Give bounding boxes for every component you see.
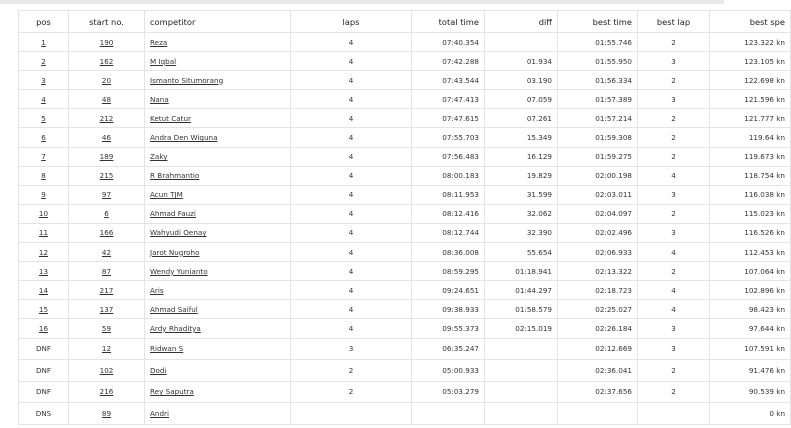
pos-link[interactable]: 8	[41, 171, 46, 181]
start-no-link[interactable]: 89	[101, 409, 112, 419]
cell-total-time: 08:12.416	[412, 204, 485, 223]
table-row	[19, 223, 791, 242]
cell-start-no	[69, 147, 145, 166]
cell-best-lap: 4	[638, 281, 710, 300]
competitor-link[interactable]: R Brahmantio	[150, 171, 200, 181]
cell-laps: 4	[291, 319, 412, 338]
competitor-link[interactable]: Nana	[150, 94, 169, 104]
cell-start-no	[69, 243, 145, 262]
table-row	[19, 281, 791, 300]
pos-link[interactable]: 2	[41, 56, 46, 66]
table-body	[19, 33, 791, 425]
cell-laps: 4	[291, 262, 412, 281]
cell-best-speed: 116.038 kn	[710, 185, 791, 204]
table-row	[19, 147, 791, 166]
cell-total-time: 07:47.615	[412, 109, 485, 128]
results-table-container	[18, 10, 785, 428]
pos-link[interactable]: 15	[38, 304, 49, 314]
header-laps[interactable]: laps	[291, 11, 412, 33]
pos-link[interactable]: 13	[38, 266, 49, 276]
competitor-link[interactable]: M Iqbal	[150, 56, 177, 66]
competitor-link[interactable]: Ridwan S	[150, 344, 184, 354]
cell-start-no	[69, 338, 145, 360]
cell-total-time: 07:40.354	[412, 33, 485, 52]
cell-start-no	[69, 128, 145, 147]
cell-best-lap: 2	[638, 147, 710, 166]
competitor-link[interactable]: Reza	[150, 37, 168, 47]
pos-link[interactable]: 6	[41, 133, 46, 143]
cell-diff	[485, 381, 558, 403]
cell-best-lap: 2	[638, 360, 710, 382]
start-no-link[interactable]: 20	[101, 75, 112, 85]
start-no-link[interactable]: 212	[99, 113, 114, 123]
cell-best-speed: 107.591 kn	[710, 338, 791, 360]
cell-start-no	[69, 109, 145, 128]
cell-best-lap: 4	[638, 166, 710, 185]
cell-laps: 4	[291, 243, 412, 262]
cell-best-lap	[638, 403, 710, 425]
start-no-link[interactable]: 190	[99, 37, 114, 47]
header-pos[interactable]: pos	[19, 11, 69, 33]
cell-best-speed: 121.777 kn	[710, 109, 791, 128]
table-row	[19, 33, 791, 52]
start-no-link[interactable]: 46	[101, 133, 112, 143]
pos-link[interactable]: 10	[38, 209, 49, 219]
cell-laps: 4	[291, 300, 412, 319]
cell-diff: 01.934	[485, 52, 558, 71]
table-row	[19, 338, 791, 360]
start-no-link[interactable]: 42	[101, 247, 112, 257]
cell-best-speed: 122.698 kn	[710, 71, 791, 90]
table-row	[19, 166, 791, 185]
cell-laps	[291, 403, 412, 425]
cell-best-lap: 3	[638, 223, 710, 242]
cell-pos	[19, 52, 69, 71]
table-header-row	[19, 11, 791, 33]
competitor-link[interactable]: Acun TJM	[150, 190, 183, 200]
cell-diff: 19.829	[485, 166, 558, 185]
start-no-link[interactable]: 48	[101, 94, 112, 104]
pos-link[interactable]: 3	[41, 75, 46, 85]
cell-diff: 32.390	[485, 223, 558, 242]
cell-total-time: 08:00.183	[412, 166, 485, 185]
cell-diff: 01:58.579	[485, 300, 558, 319]
cell-competitor	[145, 300, 291, 319]
cell-total-time: 07:47.413	[412, 90, 485, 109]
cell-competitor	[145, 223, 291, 242]
pos-link[interactable]: 4	[41, 94, 46, 104]
table-row	[19, 262, 791, 281]
pos-link[interactable]: 14	[38, 285, 49, 295]
cell-pos	[19, 223, 69, 242]
start-no-link[interactable]: 12	[101, 344, 112, 354]
header-competitor[interactable]: competitor	[145, 11, 291, 33]
cell-total-time: 09:38.933	[412, 300, 485, 319]
cell-diff	[485, 360, 558, 382]
cell-pos	[19, 147, 69, 166]
cell-pos: DNF	[19, 360, 69, 382]
cell-competitor	[145, 147, 291, 166]
cell-start-no	[69, 185, 145, 204]
cell-competitor	[145, 319, 291, 338]
table-row	[19, 381, 791, 403]
cell-pos	[19, 204, 69, 223]
cell-start-no	[69, 204, 145, 223]
cell-best-speed: 121.596 kn	[710, 90, 791, 109]
pos-link[interactable]: 5	[41, 113, 46, 123]
cell-best-time: 01:56.334	[558, 71, 638, 90]
header-best-speed[interactable]: best spe	[710, 11, 791, 33]
cell-start-no	[69, 33, 145, 52]
cell-start-no	[69, 381, 145, 403]
cell-pos	[19, 128, 69, 147]
cell-laps: 4	[291, 147, 412, 166]
table-row	[19, 185, 791, 204]
header-diff[interactable]: diff	[485, 11, 558, 33]
cell-start-no	[69, 71, 145, 90]
cell-best-lap: 4	[638, 243, 710, 262]
cell-total-time: 07:55.703	[412, 128, 485, 147]
cell-best-lap: 3	[638, 185, 710, 204]
cell-best-time: 01:57.214	[558, 109, 638, 128]
cell-best-time: 02:26.184	[558, 319, 638, 338]
cell-best-time: 02:36.041	[558, 360, 638, 382]
cell-total-time: 07:42.288	[412, 52, 485, 71]
cell-best-lap: 2	[638, 33, 710, 52]
cell-competitor	[145, 281, 291, 300]
pos-link[interactable]: 16	[38, 323, 49, 333]
competitor-link[interactable]: Ketut Catur	[150, 113, 192, 123]
cell-total-time: 06:35.247	[412, 338, 485, 360]
table-row	[19, 90, 791, 109]
cell-best-speed: 118.754 kn	[710, 166, 791, 185]
cell-best-time: 02:13.322	[558, 262, 638, 281]
cell-best-lap: 2	[638, 71, 710, 90]
cell-pos: DNF	[19, 381, 69, 403]
competitor-link[interactable]: Ahmad Saiful	[150, 304, 198, 314]
cell-best-lap: 3	[638, 319, 710, 338]
cell-total-time: 05:00.933	[412, 360, 485, 382]
cell-pos	[19, 166, 69, 185]
start-no-link[interactable]: 102	[99, 365, 114, 375]
cell-laps: 2	[291, 360, 412, 382]
cell-best-time: 02:06.933	[558, 243, 638, 262]
competitor-link[interactable]: Aris	[150, 285, 164, 295]
cell-laps: 4	[291, 128, 412, 147]
competitor-link[interactable]: Wendy Yunianto	[150, 266, 208, 276]
cell-diff: 31.599	[485, 185, 558, 204]
cell-diff: 32.062	[485, 204, 558, 223]
cell-laps: 4	[291, 33, 412, 52]
cell-diff: 55.654	[485, 243, 558, 262]
start-no-link[interactable]: 162	[99, 56, 114, 66]
cell-best-speed: 97.644 kn	[710, 319, 791, 338]
cell-best-time: 02:12.669	[558, 338, 638, 360]
cell-total-time: 08:11.953	[412, 185, 485, 204]
cell-start-no	[69, 319, 145, 338]
start-no-link[interactable]: 97	[101, 190, 112, 200]
cell-best-time: 02:02.496	[558, 223, 638, 242]
cell-pos: DNF	[19, 338, 69, 360]
cell-start-no	[69, 52, 145, 71]
cell-best-time	[558, 403, 638, 425]
cell-start-no	[69, 262, 145, 281]
cell-best-time: 01:59.275	[558, 147, 638, 166]
cell-best-time: 01:55.746	[558, 33, 638, 52]
cell-competitor	[145, 109, 291, 128]
cell-pos	[19, 319, 69, 338]
cell-diff: 01:18.941	[485, 262, 558, 281]
cell-best-time: 02:00.198	[558, 166, 638, 185]
cell-start-no	[69, 300, 145, 319]
results-table	[18, 10, 791, 425]
cell-best-lap: 4	[638, 300, 710, 319]
table-row	[19, 109, 791, 128]
cell-pos	[19, 33, 69, 52]
table-row	[19, 319, 791, 338]
cell-diff: 16.129	[485, 147, 558, 166]
table-row	[19, 204, 791, 223]
cell-diff: 07.059	[485, 90, 558, 109]
cell-laps: 4	[291, 223, 412, 242]
cell-best-time: 01:55.950	[558, 52, 638, 71]
cell-best-lap: 3	[638, 52, 710, 71]
cell-diff: 15.349	[485, 128, 558, 147]
cell-best-speed: 102.896 kn	[710, 281, 791, 300]
cell-start-no	[69, 90, 145, 109]
cell-start-no	[69, 403, 145, 425]
cell-best-speed: 115.023 kn	[710, 204, 791, 223]
start-no-link[interactable]: 189	[99, 152, 114, 162]
competitor-link[interactable]: Ardy Rhaditya	[150, 323, 201, 333]
cell-best-lap: 2	[638, 109, 710, 128]
cell-pos: DNS	[19, 403, 69, 425]
cell-pos	[19, 109, 69, 128]
cell-total-time: 05:03.279	[412, 381, 485, 403]
cell-competitor	[145, 90, 291, 109]
cell-best-speed: 119.673 kn	[710, 147, 791, 166]
header-start-no[interactable]: start no.	[69, 11, 145, 33]
cell-total-time: 08:12.744	[412, 223, 485, 242]
cell-pos	[19, 300, 69, 319]
pos-link[interactable]: 1	[41, 37, 46, 47]
cell-competitor	[145, 33, 291, 52]
cell-diff	[485, 33, 558, 52]
cell-pos	[19, 281, 69, 300]
cell-best-speed: 116.526 kn	[710, 223, 791, 242]
cell-total-time: 08:59.295	[412, 262, 485, 281]
cell-best-lap: 2	[638, 128, 710, 147]
header-total-time[interactable]: total time	[412, 11, 485, 33]
table-row	[19, 71, 791, 90]
cell-competitor	[145, 204, 291, 223]
header-best-lap[interactable]: best lap	[638, 11, 710, 33]
competitor-link[interactable]: Ismanto Situmorang	[150, 75, 224, 85]
cell-competitor	[145, 128, 291, 147]
cell-laps: 4	[291, 185, 412, 204]
table-row	[19, 52, 791, 71]
cell-laps: 4	[291, 204, 412, 223]
cell-laps: 3	[291, 338, 412, 360]
cell-pos	[19, 243, 69, 262]
cell-best-time: 02:03.011	[558, 185, 638, 204]
cell-competitor	[145, 243, 291, 262]
competitor-link[interactable]: Dodi	[150, 365, 167, 375]
cell-laps: 4	[291, 281, 412, 300]
cell-laps: 4	[291, 71, 412, 90]
table-row	[19, 403, 791, 425]
cell-laps: 4	[291, 90, 412, 109]
cell-total-time: 07:56.483	[412, 147, 485, 166]
cell-diff: 03.190	[485, 71, 558, 90]
cell-total-time: 09:24.651	[412, 281, 485, 300]
competitor-link[interactable]: Jarot Nugroho	[150, 247, 200, 257]
cell-diff: 07.261	[485, 109, 558, 128]
cell-total-time: 08:36.008	[412, 243, 485, 262]
cell-best-speed: 90.539 kn	[710, 381, 791, 403]
cell-best-lap: 2	[638, 381, 710, 403]
header-best-time[interactable]: best time	[558, 11, 638, 33]
cell-best-time: 02:37.656	[558, 381, 638, 403]
cell-best-lap: 2	[638, 204, 710, 223]
cell-best-speed: 91.476 kn	[710, 360, 791, 382]
start-no-link[interactable]: 87	[101, 266, 112, 276]
cell-start-no	[69, 166, 145, 185]
cell-best-time: 02:25.027	[558, 300, 638, 319]
table-row	[19, 243, 791, 262]
start-no-link[interactable]: 6	[104, 209, 109, 219]
cell-laps: 4	[291, 109, 412, 128]
cell-best-time: 02:18.723	[558, 281, 638, 300]
cell-laps: 4	[291, 166, 412, 185]
cell-competitor	[145, 381, 291, 403]
start-no-link[interactable]: 166	[99, 228, 114, 238]
table-row	[19, 128, 791, 147]
cell-best-speed: 123.322 kn	[710, 33, 791, 52]
cell-diff	[485, 403, 558, 425]
competitor-link[interactable]: Ahmad Fauzi	[150, 209, 196, 219]
pos-link[interactable]: 11	[38, 228, 49, 238]
cell-start-no	[69, 360, 145, 382]
cell-start-no	[69, 281, 145, 300]
cell-best-lap: 3	[638, 90, 710, 109]
start-no-link[interactable]: 216	[99, 387, 114, 397]
cell-diff: 02:15.019	[485, 319, 558, 338]
competitor-link[interactable]: Andri	[150, 409, 169, 419]
cell-competitor	[145, 403, 291, 425]
cell-pos	[19, 90, 69, 109]
cell-best-speed: 0 kn	[710, 403, 791, 425]
competitor-link[interactable]: Rey Saputra	[150, 387, 194, 397]
cell-total-time	[412, 403, 485, 425]
cell-best-speed: 119.64 kn	[710, 128, 791, 147]
cell-best-speed: 107.064 kn	[710, 262, 791, 281]
cell-diff: 01:44.297	[485, 281, 558, 300]
cell-pos	[19, 262, 69, 281]
cell-competitor	[145, 360, 291, 382]
pos-link[interactable]: 12	[38, 247, 49, 257]
cell-pos	[19, 185, 69, 204]
table-row	[19, 360, 791, 382]
pos-link[interactable]: 7	[41, 152, 46, 162]
start-no-link[interactable]: 217	[99, 285, 114, 295]
cell-diff	[485, 338, 558, 360]
start-no-link[interactable]: 137	[99, 304, 114, 314]
cell-best-lap: 2	[638, 262, 710, 281]
competitor-link[interactable]: Andra Den Wiguna	[150, 133, 218, 143]
cell-laps: 2	[291, 381, 412, 403]
competitor-link[interactable]: Zaky	[150, 152, 168, 162]
table-row	[19, 300, 791, 319]
top-border-strip	[0, 0, 724, 4]
cell-competitor	[145, 338, 291, 360]
cell-best-time: 01:57.389	[558, 90, 638, 109]
cell-best-time: 01:59.308	[558, 128, 638, 147]
cell-start-no	[69, 223, 145, 242]
cell-best-speed: 98.423 kn	[710, 300, 791, 319]
cell-best-speed: 123.105 kn	[710, 52, 791, 71]
pos-link[interactable]: 9	[41, 190, 46, 200]
cell-competitor	[145, 185, 291, 204]
cell-laps: 4	[291, 52, 412, 71]
competitor-link[interactable]: Wahyudi Oenay	[150, 228, 207, 238]
start-no-link[interactable]: 215	[99, 171, 114, 181]
cell-best-lap: 3	[638, 338, 710, 360]
cell-competitor	[145, 166, 291, 185]
start-no-link[interactable]: 59	[101, 323, 112, 333]
cell-total-time: 09:55.373	[412, 319, 485, 338]
cell-best-time: 02:04.097	[558, 204, 638, 223]
cell-competitor	[145, 52, 291, 71]
cell-pos	[19, 71, 69, 90]
cell-best-speed: 112.453 kn	[710, 243, 791, 262]
cell-competitor	[145, 71, 291, 90]
cell-competitor	[145, 262, 291, 281]
cell-total-time: 07:43.544	[412, 71, 485, 90]
